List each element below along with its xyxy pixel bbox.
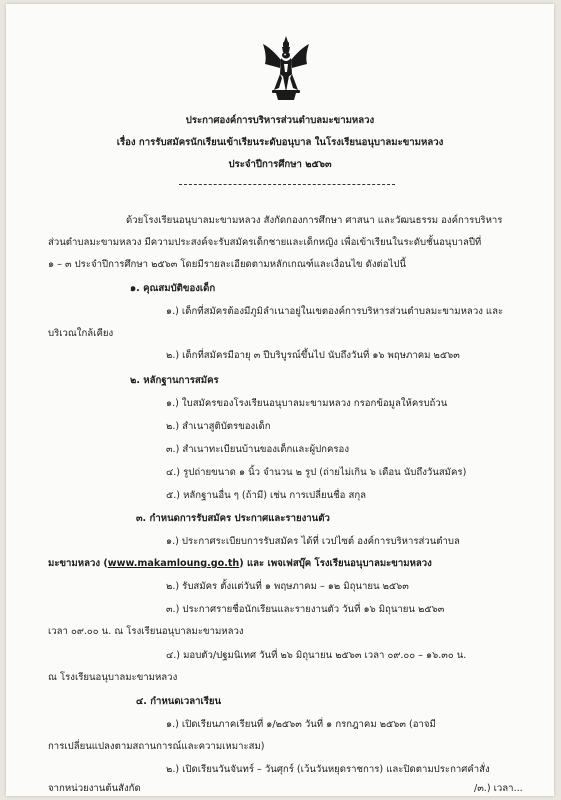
- announcement-title: ประกาศองค์การบริหารส่วนตำบลมะขามหลวง: [185, 115, 375, 126]
- announcement-subject: เรื่อง การรับสมัครนักเรียนเข้าเรียนระดับอนุบาล ในโรงเรียนอนุบาลมะขามหลวง: [116, 137, 444, 148]
- intro-line: ส่วนตำบลมะขามหลวง มีความประสงค์จะรับสมัครเด็กชายและเด็กหญิง เพื่อเข้าเรียนในระดับชั้นอนุบาลปีที่: [48, 237, 482, 248]
- list-item: ๔.) รูปถ่ายขนาด ๑ นิ้ว จำนวน ๒ รูป (ถ่ายไม่เกิน ๖ เดือน นับถึงวันสมัคร): [166, 467, 467, 478]
- garuda-emblem-icon: [261, 34, 311, 104]
- list-item: ๑.) ประกาศระเบียบการรับสมัคร ได้ที่ เวปไซต์ องค์การบริหารส่วนตำบล: [166, 536, 460, 547]
- section-heading-qualifications: ๑. คุณสมบัติของเด็ก: [130, 283, 216, 294]
- list-item-continued: การเปลี่ยนแปลงตามสถานการณ์และความเหมาะสม): [48, 741, 265, 752]
- list-item: ๒.) รับสมัคร ตั้งแต่วันที่ ๑ พฤษภาคม – ๑๒ มิถุนายน ๒๕๖๓: [166, 581, 409, 592]
- website-prefix: มะขามหลวง (: [48, 558, 108, 569]
- list-item: ๒.) สำเนาสูติบัตรของเด็ก: [166, 421, 271, 432]
- section-heading-class-time: ๔. กำหนดเวลาเรียน: [136, 696, 222, 707]
- list-item-continued: จากหน่วยงานต้นสังกัด: [48, 783, 141, 794]
- list-item: ๔.) มอบตัว/ปฐมนิเทศ วันที่ ๒๖ มิถุนายน ๒๕๖๓ เวลา ๐๙.๐๐ – ๑๖.๓๐ น.: [166, 650, 467, 661]
- website-link[interactable]: www.makamloung.go.th: [107, 558, 240, 569]
- title-divider: [179, 184, 395, 185]
- list-item: ๓.) สำเนาทะเบียนบ้านของเด็กและผู้ปกครอง: [166, 444, 350, 455]
- list-item-continued: บริเวณใกล้เคียง: [48, 328, 114, 339]
- list-item: ๒.) เด็กที่สมัครมีอายุ ๓ ปีบริบูรณ์ขึ้นไป นับถึงวันที่ ๑๖ พฤษภาคม ๒๕๖๓: [166, 350, 460, 361]
- website-suffix: ) และ เพจเฟสบุ๊ค โรงเรียนอนุบาลมะขามหลวง: [239, 558, 432, 569]
- list-item: ๓.) ประกาศรายชื่อนักเรียนและรายงานตัว วันที่ ๑๖ มิถุนายน ๒๕๖๓: [166, 604, 445, 615]
- document-page: [6, 4, 554, 796]
- intro-line: ๑ – ๓ ประจำปีการศึกษา ๒๕๖๓ โดยมีรายละเอียดตามหลักเกณฑ์และเงื่อนไข ดังต่อไปนี้: [48, 259, 407, 270]
- section-heading-schedule: ๓. กำหนดการรับสมัคร ประกาศและรายงานตัว: [136, 513, 330, 524]
- list-item-continued: ณ โรงเรียนอนุบาลมะขามหลวง: [48, 672, 178, 683]
- intro-line: ด้วยโรงเรียนอนุบาลมะขามหลวง สังกัดกองการศึกษา ศาสนา และวัฒนธรรม องค์การบริหาร: [126, 215, 503, 226]
- list-item: ๒.) เปิดเรียนวันจันทร์ – วันศุกร์ (เว้นวันหยุดราชการ) และปิดตามประกาศคำสั่ง: [166, 764, 490, 775]
- announcement-year: ประจำปีการศึกษา ๒๕๖๓: [228, 159, 332, 170]
- continued-marker: /๓.) เวลา...: [474, 783, 523, 794]
- list-item: ๑.) เปิดเรียนภาคเรียนที่ ๑/๒๕๖๓ วันที่ ๑ กรกฎาคม ๒๕๖๓ (อาจมี: [166, 719, 436, 730]
- list-item: ๑.) ใบสมัครของโรงเรียนอนุบาลมะขามหลวง กรอกข้อมูลให้ครบถ้วน: [166, 398, 448, 409]
- list-item-continued: [48, 557, 432, 570]
- list-item: ๑.) เด็กที่สมัครต้องมีภูมิลำเนาอยู่ในเขตองค์การบริหารส่วนตำบลมะขามหลวง และ: [166, 306, 504, 317]
- list-item: ๕.) หลักฐานอื่น ๆ (ถ้ามี) เช่น การเปลี่ยนชื่อ สกุล: [166, 490, 367, 501]
- section-heading-documents: ๒. หลักฐานการสมัคร: [130, 375, 219, 386]
- list-item-continued: เวลา ๐๙.๐๐ น. ณ โรงเรียนอนุบาลมะขามหลวง: [48, 626, 244, 637]
